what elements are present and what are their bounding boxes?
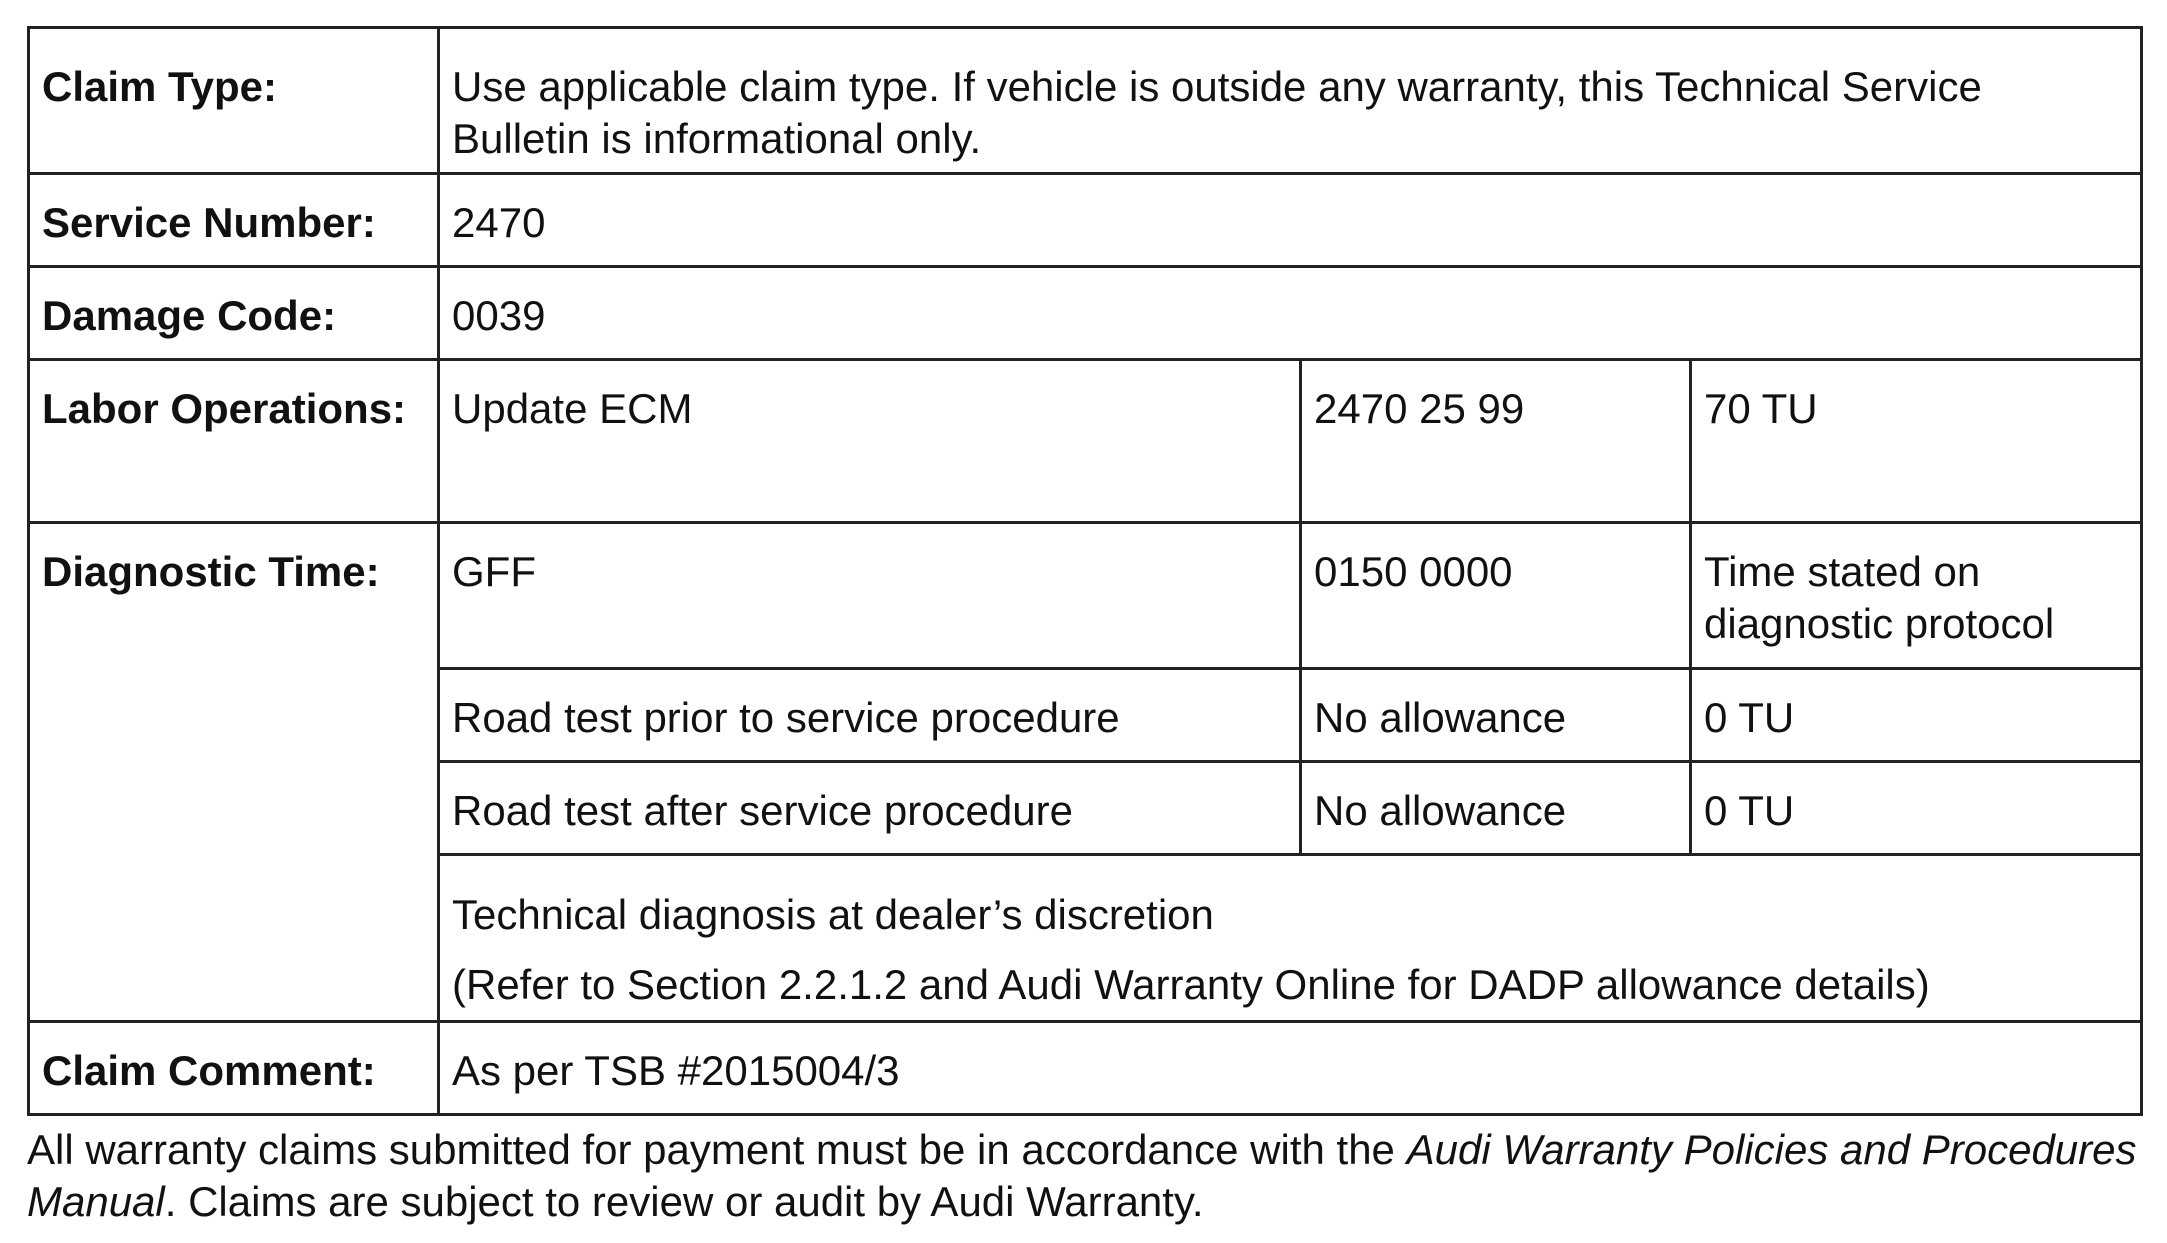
claim-comment-row — [29, 1022, 2142, 1115]
manual-title: Audi Warranty Policies and Procedures Manual — [27, 1126, 2137, 1225]
diagnostic-code: 0150 0000 — [1301, 523, 1691, 669]
claim-type-label: Claim Type: — [29, 28, 439, 174]
labor-operation-time: 70 TU — [1691, 360, 2142, 523]
labor-operations-row — [29, 360, 2142, 523]
diagnostic-row — [29, 523, 2142, 669]
service-number-label: Service Number: — [29, 174, 439, 267]
diagnostic-time-value: Time stated on diagnostic protocol — [1691, 523, 2142, 669]
labor-operation-code: 2470 25 99 — [1301, 360, 1691, 523]
diagnostic-description: Road test prior to service procedure — [439, 669, 1301, 762]
technical-diagnosis-reference: (Refer to Section 2.2.1.2 and Audi Warranty Online for DADP allowance details) — [452, 961, 1930, 1008]
footer-text-after: . Claims are subject to review or audit by Audi Warranty. — [164, 1178, 1204, 1225]
labor-operation-description: Update ECM — [439, 360, 1301, 523]
diagnostic-code: No allowance — [1301, 669, 1691, 762]
service-number-value: 2470 — [439, 174, 2142, 267]
claim-type-value: Use applicable claim type. If vehicle is outside any warranty, this Technical Service Bulletin is informational only. — [439, 28, 2142, 174]
footer-note — [27, 1124, 2147, 1228]
technical-diagnosis-cell — [439, 855, 2142, 1022]
service-number-row — [29, 174, 2142, 267]
technical-diagnosis-text: Technical diagnosis at dealer’s discretion — [452, 891, 1214, 938]
diagnostic-description: Road test after service procedure — [439, 762, 1301, 855]
warranty-claim-table — [27, 26, 2143, 1116]
footer-text-before: All warranty claims submitted for payment must be in accordance with the — [27, 1126, 1407, 1173]
claim-comment-value: As per TSB #2015004/3 — [439, 1022, 2142, 1115]
damage-code-row — [29, 267, 2142, 360]
claim-comment-label: Claim Comment: — [29, 1022, 439, 1115]
diagnostic-time-value: 0 TU — [1691, 669, 2142, 762]
diagnostic-time-label: Diagnostic Time: — [29, 523, 439, 1022]
claim-type-row — [29, 28, 2142, 174]
damage-code-label: Damage Code: — [29, 267, 439, 360]
damage-code-value: 0039 — [439, 267, 2142, 360]
diagnostic-description: GFF — [439, 523, 1301, 669]
diagnostic-time-value: 0 TU — [1691, 762, 2142, 855]
diagnostic-code: No allowance — [1301, 762, 1691, 855]
labor-operations-label: Labor Operations: — [29, 360, 439, 523]
